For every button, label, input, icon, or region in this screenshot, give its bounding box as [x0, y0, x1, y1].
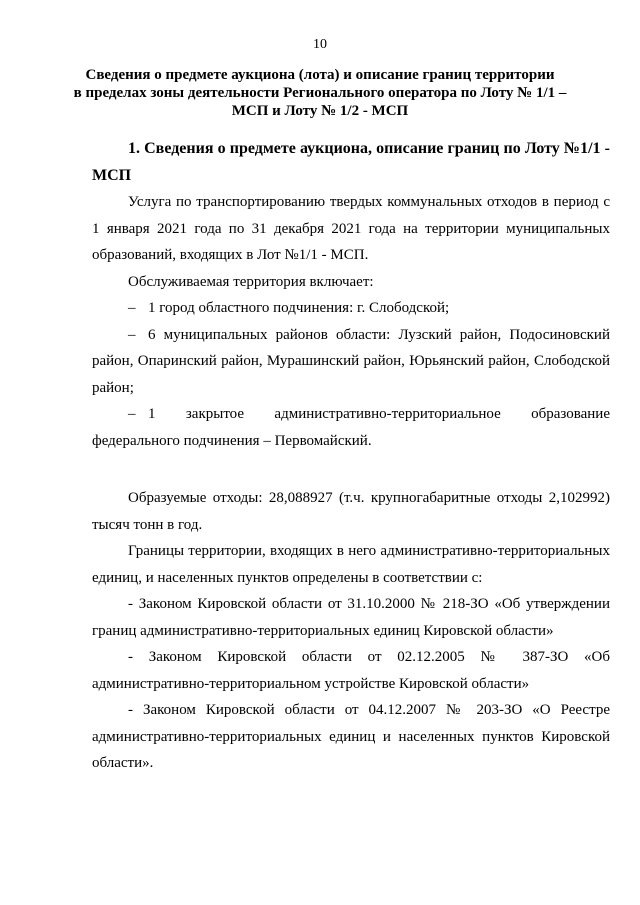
territory-intro: Обслуживаемая территория включает: — [128, 273, 374, 290]
title-line: в пределах зоны деятельности Регионального оператора по Лоту № 1/1 – — [73, 85, 567, 101]
dash-bullet — [92, 295, 148, 322]
list-item-text: 1 город областного подчинения: г. Слободской; — [148, 300, 450, 316]
page-number: 10 — [313, 37, 327, 52]
dash-bullet: – — [128, 326, 136, 343]
waste-paragraph: Образуемые отходы: 28,088927 (т.ч. крупногабаритные отходы 2,102992) тысяч тонн в год. — [92, 490, 610, 533]
law-reference: - Законом Кировской области от 02.12.2005 № 387-ЗО «Об административно-территориальном устройстве Кировской области» — [92, 649, 610, 692]
dash-bullet: – — [128, 406, 136, 422]
document-title — [70, 66, 570, 120]
section-heading: 1. Сведения о предмете аукциона, описание границ по Лоту №1/1 - МСП — [92, 140, 610, 184]
law-reference: - Законом Кировской области от 04.12.2007 № 203-ЗО «О Реестре административно-территориальных единиц и населенных пунктов Кировской области». — [92, 702, 610, 771]
title-line: МСП и Лоту № 1/2 - МСП — [231, 103, 409, 119]
title-line: Сведения о предмете аукциона (лота) и описание границ территории — [85, 67, 555, 83]
list-item-text: 1 закрытое административно-территориальное образование федерального подчинения – Первомайский. — [92, 406, 610, 449]
borders-intro: Границы территории, входящих в него административно-территориальных единиц, и населенных пунктов определены в соответствии с: — [92, 543, 610, 586]
spacer — [92, 454, 610, 485]
law-reference: - Законом Кировской области от 31.10.2000 № 218-ЗО «Об утверждении границ административно-территориальных единиц Кировской области» — [92, 596, 610, 639]
document-body — [92, 136, 610, 777]
service-paragraph: Услуга по транспортированию твердых коммунальных отходов в период с 1 января 2021 года по 31 декабря 2021 года на территории муниципальных образований, входящих в Лот №1/1 - МСП. — [92, 194, 610, 263]
list-item — [92, 401, 610, 454]
list-item-text: 6 муниципальных районов области: Лузский район, Подосиновский район, Опаринский район, Мурашинский район, Юрьянский район, Слободской район; — [92, 326, 610, 396]
list-item — [92, 322, 610, 402]
list-item — [92, 295, 610, 322]
